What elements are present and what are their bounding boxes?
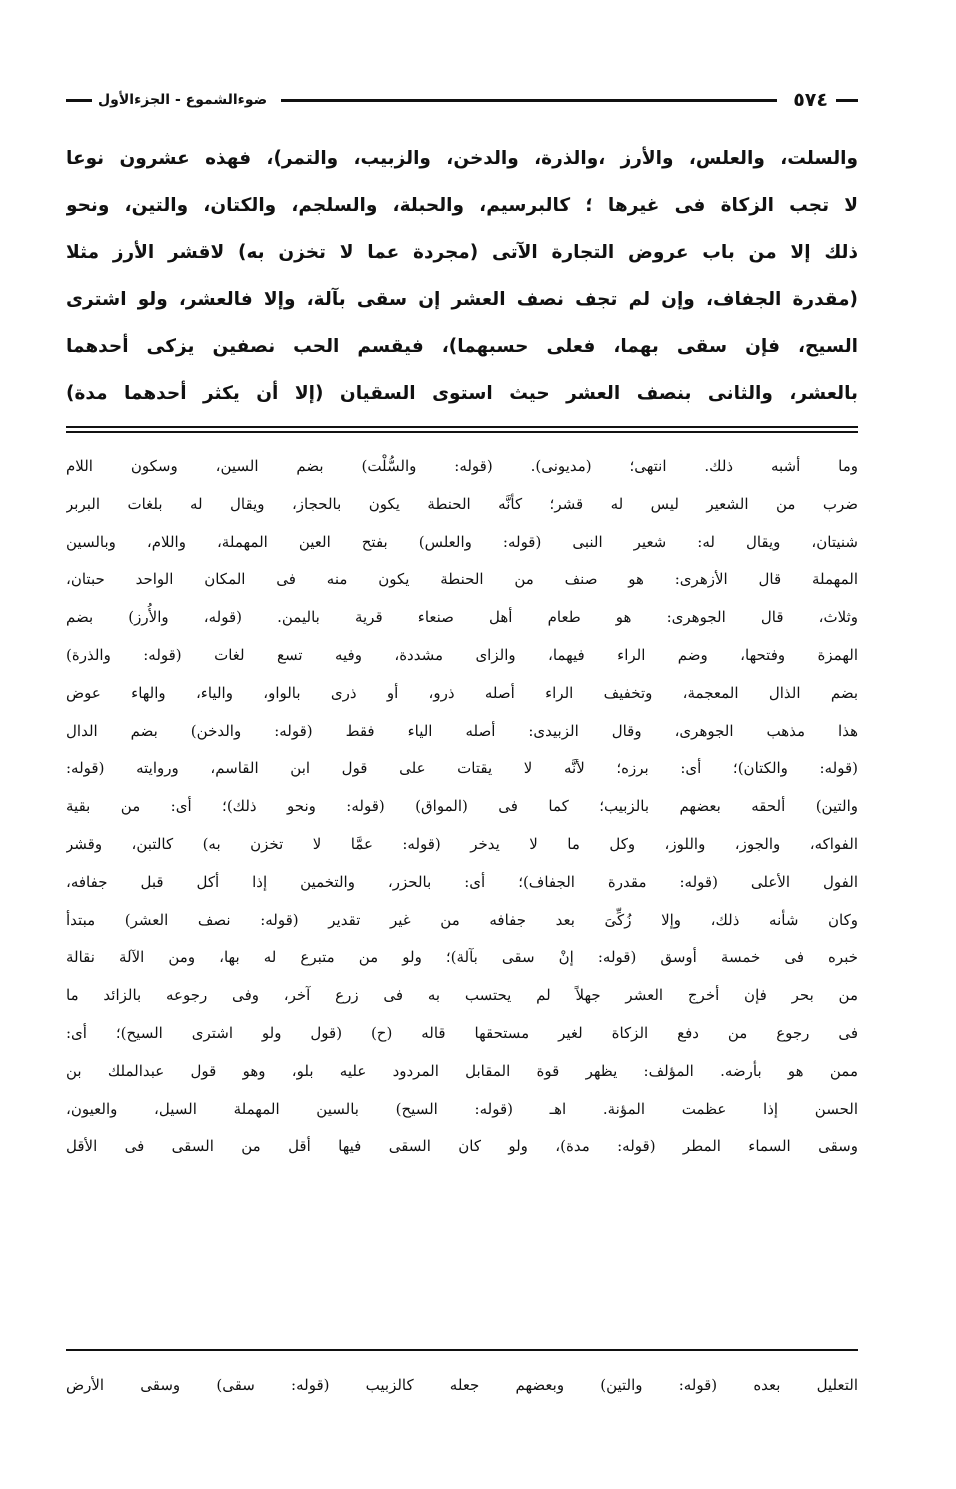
footnote-block <box>66 1366 858 1404</box>
main-text-line: بالعشر، والثانى بنصف العشر حيث استوى السقيان (إلا أن يكثر أحدهما مدة) <box>66 383 858 404</box>
commentary-line: خبره فى خمسة أوسق (قوله: إنْ سقى بآلة)؛ ولو من متبرع له بها، ومن الآلة نقالة <box>66 948 858 967</box>
commentary-line: (قوله: والكتان)؛ أى: برزه؛ لأنَّه لا يقتات على قول ابن القاسم، وروايته (قوله: <box>66 759 858 778</box>
header-dash <box>836 99 858 102</box>
commentary-line: الفواكه، والجوز، واللوز، وكل ما لا يدخر (قوله: عمَّا لا تخزن به) كالتبن، وقشر <box>66 834 858 853</box>
footnote-divider <box>66 1349 858 1351</box>
commentary-line: ضرب من الشعير ليس له قشر؛ كأنَّه الحنطة يكون بالحجاز، ويقال له بلغات البربر <box>66 494 858 513</box>
main-text-line: ذلك إلا من باب عروض التجارة الآتى (مجردة عما لا تخزن به) لاقشر الأرز مثلا <box>66 242 858 263</box>
commentary-line: ممن هو بأرضه. المؤلف: يظهر قوة المقابل المردود عليه بلو، وهو قول عبدالملك بن <box>66 1061 858 1080</box>
header-dash-end <box>66 99 92 102</box>
main-text-line: والسلت، والعلس، والأرز ،والذرة، والدخن، والزبيب، والتمر)، فهذه عشرون نوعا <box>66 148 858 169</box>
page-number: ٥٧٤ <box>793 89 828 111</box>
book-title: ضوءالشموع - الجزءالأول <box>98 92 268 108</box>
section-divider <box>66 426 858 433</box>
commentary-line: وسقى السماء المطر (قوله: مدة)، ولو كان السقى فيها أقل من السقى فى الأقل <box>66 1137 858 1156</box>
commentary-line: المهملة قال الأزهرى: هو صنف من الحنطة يكون منه فى المكان الواحد حبتان، <box>66 570 858 589</box>
commentary-block <box>66 448 858 1166</box>
commentary-line: الفول الأعلى (قوله: مقدرة الجفاف)؛ أى: بالحزر، والتخمين إذا أكل قبل جفافه، <box>66 872 858 891</box>
main-text-line: لا تجب الزكاة فى غيرها ؛ كالبرسيم، والحبلة، والسلجم، والكتان، والتين، ونحو <box>66 195 858 216</box>
main-text-line: (مقدرة الجفاف، وإن لم تجف نصف العشر إن سقى بآلة، وإلا فالعشر، ولو اشترى <box>66 289 858 310</box>
commentary-line: من بحر فإن أخرج العشر جهلاً لم يحتسب به فى زرع آخر، وفى رجوعه بالزائد ما <box>66 986 858 1005</box>
commentary-line: هذا مذهب الجوهرى، وقال الزبيدى: أصله الياء فقط (قوله: والدخن) بضم الدال <box>66 721 858 740</box>
commentary-line: وما أشبه ذلك. انتهى؛ (مديونى). (قوله: والسُّلْت) بضم السين، وسكون اللام <box>66 457 858 475</box>
main-text-block <box>66 135 858 417</box>
commentary-line: الهمزة وفتحها، وضم الراء فيهما، والزاى مشددة، وفيه تسع لغات (قوله: والذرة) <box>66 645 858 664</box>
commentary-line: الحسن إذا عظمت المؤنة. اهـ (قوله: السيح) بالسين المهملة السيل، والعيون، <box>66 1099 858 1118</box>
commentary-line: وكان شأنه ذلك، وإلا زُكِّىَ بعد جفافه من غير تقدير (قوله: نصف العشر) مبتدأ <box>66 910 858 929</box>
commentary-line: وثلاث، قال الجوهرى: هو طعام أهل صنعاء قرية باليمن. (قوله، والأُرز) بضم <box>66 608 858 627</box>
running-header <box>66 88 858 112</box>
commentary-line: بضم الذال المعجمة، وتخفيف الراء أصله ذرو، أو ذرى بالواو، والياء، والهاء عوض <box>66 683 858 702</box>
main-text-line: السيح، فإن سقى بهما، فعلى حسبهما)، فيقسم الحب نصفين يزكى أحدهما <box>66 336 858 357</box>
header-rule <box>281 99 777 102</box>
footnote-line: التعليل بعده (قوله: والتين) وبعضهم جعله كالزبيب (قوله: سقى) وسقى الأرض <box>66 1376 858 1394</box>
commentary-line: والتين) ألحقه بعضهم بالزبيب؛ كما فى (المواق) (قوله: ونحو ذلك)؛ أى: من بقية <box>66 797 858 816</box>
commentary-line: فى رجوع من دفع الزكاة لغير مستحقها قاله (ح) (قول ولو اشترى السيح)؛ أى: <box>66 1023 858 1042</box>
commentary-line: شنيتان، ويقال له: شعير النبى (قوله: والعلس) بفتح العين المهملة، واللام، وبالسين <box>66 532 858 551</box>
